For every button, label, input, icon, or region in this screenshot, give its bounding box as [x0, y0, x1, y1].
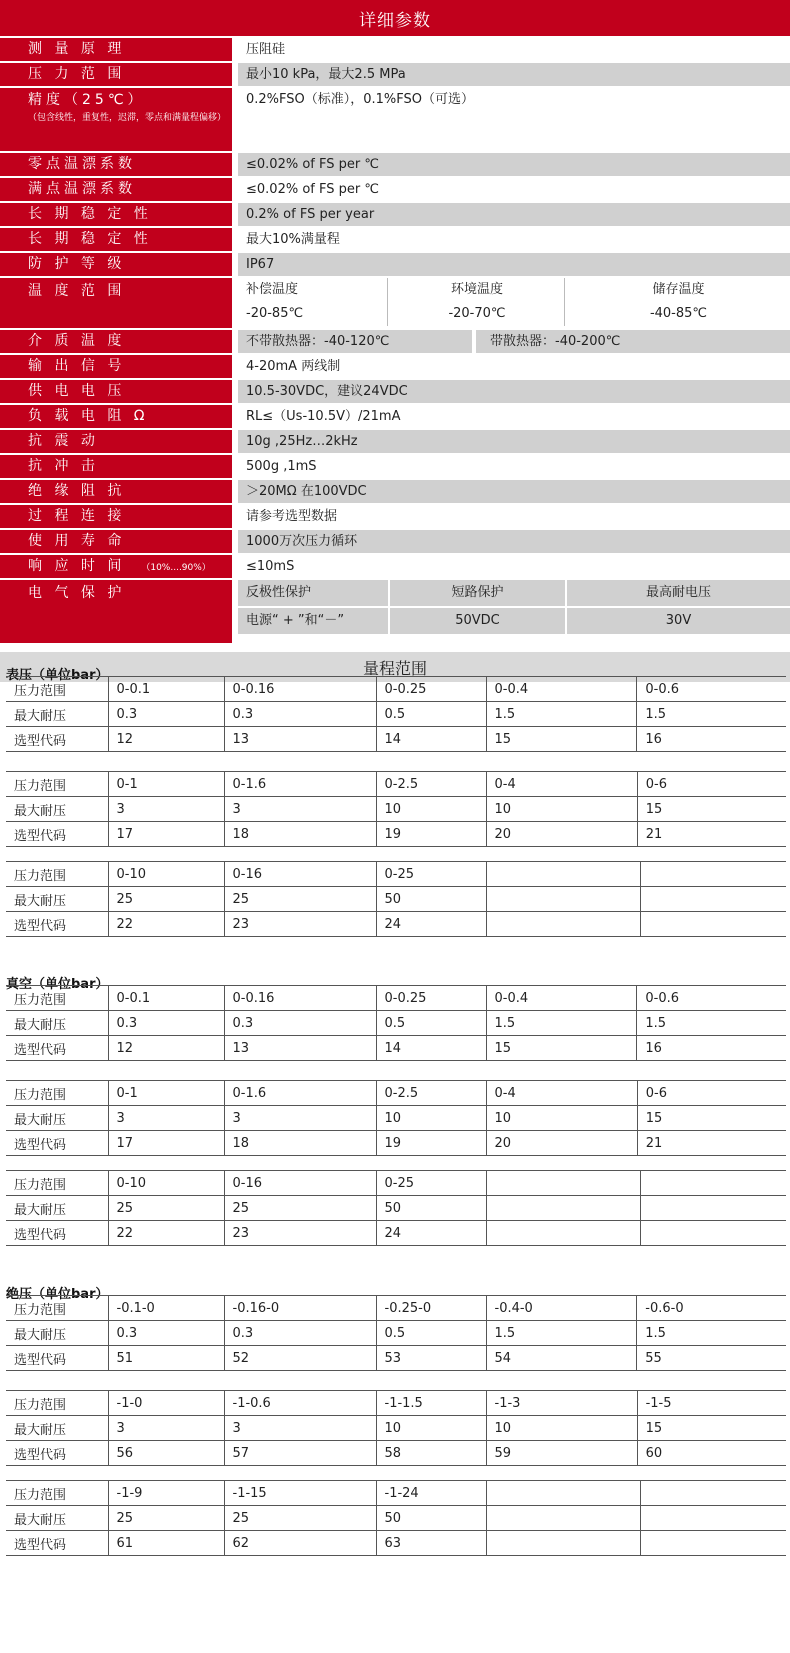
spec-value: 0.2% of FS per year	[238, 203, 790, 226]
range-table-row	[6, 1196, 786, 1221]
spec-value: 0.2%FSO（标准），0.1%FSO（可选）	[238, 88, 790, 151]
spec-label	[0, 228, 232, 251]
range-row-label: 压力范围	[6, 1171, 108, 1196]
range-table-row	[6, 1171, 786, 1196]
spec-label-text: 供 电 电 压	[28, 383, 126, 399]
spec-value: 压阻硅	[238, 38, 790, 61]
range-cell: 22	[108, 1221, 224, 1246]
spec-label-text: 温 度 范 围	[28, 283, 126, 299]
range-cell: 1.5	[486, 1011, 637, 1036]
spec-label	[0, 178, 232, 201]
range-table-row	[6, 677, 786, 702]
range-cell: 20	[486, 822, 637, 847]
spec-sub-value: 50VDC	[390, 608, 565, 634]
range-cell: 62	[224, 1531, 376, 1556]
range-table	[6, 1170, 786, 1246]
spec-label-small: （10%....90%）	[141, 563, 211, 573]
range-table	[6, 1080, 786, 1156]
range-row-label: 压力范围	[6, 1481, 108, 1506]
range-cell: 51	[108, 1346, 224, 1371]
range-table-row	[6, 1321, 786, 1346]
range-cell: 17	[108, 1131, 224, 1156]
spec-label-text: 零点温漂系数	[28, 156, 136, 172]
range-cell: 1.5	[637, 1321, 786, 1346]
range-cell: 1.5	[637, 702, 786, 727]
spec-label-text: 防 护 等 级	[28, 256, 126, 272]
range-cell: 55	[637, 1346, 786, 1371]
range-row-label: 最大耐压	[6, 1106, 108, 1131]
spec-sub-header: 储存温度	[567, 278, 790, 302]
range-table-row	[6, 727, 786, 752]
spec-sub-header: 反极性保护	[238, 580, 388, 606]
range-row-label: 最大耐压	[6, 1416, 108, 1441]
range-cell: 63	[376, 1531, 486, 1556]
spec-value: 10g ,25Hz…2kHz	[238, 430, 790, 453]
range-row-label: 压力范围	[6, 986, 108, 1011]
spec-label	[0, 555, 232, 578]
range-cell: 0-0.25	[376, 677, 486, 702]
range-cell: 50	[376, 887, 486, 912]
spec-sub-header: 短路保护	[390, 580, 565, 606]
range-cell: 0-25	[376, 1171, 486, 1196]
range-cell: 15	[486, 1036, 637, 1061]
range-cell: 59	[486, 1441, 637, 1466]
range-cell: 25	[108, 887, 224, 912]
range-cell: 25	[108, 1506, 224, 1531]
spec-value: 不带散热器：-40-120℃	[238, 330, 472, 353]
range-row-label: 压力范围	[6, 677, 108, 702]
range-table-row	[6, 702, 786, 727]
range-cell: 0-1	[108, 772, 224, 797]
range-cell: 61	[108, 1531, 224, 1556]
spec-row	[0, 203, 790, 226]
range-row-label: 最大耐压	[6, 702, 108, 727]
spec-label	[0, 63, 232, 86]
range-cell: 18	[224, 1131, 376, 1156]
range-cell: 0-4	[486, 1081, 637, 1106]
range-cell: 3	[224, 797, 376, 822]
spec-row	[0, 63, 790, 86]
spec-label	[0, 330, 232, 353]
spec-row	[0, 38, 790, 61]
range-cell: 22	[108, 912, 224, 937]
range-cell: 0-25	[376, 862, 486, 887]
range-cell: 17	[108, 822, 224, 847]
range-cell: 0.3	[108, 702, 224, 727]
range-cell: 19	[376, 822, 486, 847]
spec-label	[0, 38, 232, 61]
range-cell: 0.3	[224, 1321, 376, 1346]
spec-row	[0, 178, 790, 201]
range-table	[6, 861, 786, 937]
spec-value: 10.5-30VDC，建议24VDC	[238, 380, 790, 403]
range-cell: 24	[376, 912, 486, 937]
range-table-row	[6, 822, 786, 847]
range-cell: 15	[637, 1106, 786, 1131]
range-cell: 60	[637, 1441, 786, 1466]
range-row-label: 最大耐压	[6, 797, 108, 822]
range-cell: 0-0.6	[637, 986, 786, 1011]
spec-label-text: 过 程 连 接	[28, 508, 126, 524]
spec-row	[0, 580, 790, 643]
range-table	[6, 771, 786, 847]
range-table	[6, 676, 786, 752]
range-cell	[640, 1196, 786, 1221]
spec-value: 最大10%满量程	[238, 228, 790, 251]
range-cell: 0-10	[108, 1171, 224, 1196]
range-cell: 21	[637, 1131, 786, 1156]
range-cell: 0-0.4	[486, 986, 637, 1011]
spec-label-text: 压 力 范 围	[28, 66, 126, 82]
range-cell: 3	[224, 1416, 376, 1441]
range-cell	[486, 887, 640, 912]
range-cell: 10	[376, 1106, 486, 1131]
range-cell	[486, 1196, 640, 1221]
range-cell: 0-0.1	[108, 986, 224, 1011]
spec-value: ≤10mS	[238, 555, 790, 578]
spec-label	[0, 253, 232, 276]
spec-label-text: 长 期 稳 定 性	[28, 206, 152, 222]
range-cell: 1.5	[637, 1011, 786, 1036]
range-cell: 58	[376, 1441, 486, 1466]
range-cell	[486, 1221, 640, 1246]
spec-label	[0, 430, 232, 453]
range-cell: 12	[108, 727, 224, 752]
range-cell: 25	[224, 1196, 376, 1221]
range-cell: 15	[637, 1416, 786, 1441]
range-cell: 57	[224, 1441, 376, 1466]
range-cell: 10	[486, 1416, 637, 1441]
range-row-label: 最大耐压	[6, 1011, 108, 1036]
spec-row	[0, 228, 790, 251]
range-row-label: 选型代码	[6, 1221, 108, 1246]
spec-row	[0, 530, 790, 553]
range-cell: 0-6	[637, 1081, 786, 1106]
spec-label-text: 长 期 稳 定 性	[28, 231, 152, 247]
range-cell: -0.1-0	[108, 1296, 224, 1321]
spec-label	[0, 480, 232, 503]
range-cell: 13	[224, 1036, 376, 1061]
range-cell: -1-24	[376, 1481, 486, 1506]
range-cell	[640, 1481, 786, 1506]
spec-row	[0, 355, 790, 378]
range-cell: 13	[224, 727, 376, 752]
spec-row	[0, 153, 790, 176]
spec-sub-value: 30V	[567, 608, 790, 634]
range-cell: 50	[376, 1196, 486, 1221]
range-cell: 15	[637, 797, 786, 822]
spec-label	[0, 88, 232, 151]
range-cell: 0-0.1	[108, 677, 224, 702]
range-table-row	[6, 1391, 786, 1416]
range-row-label: 压力范围	[6, 1081, 108, 1106]
range-cell: 16	[637, 1036, 786, 1061]
spec-value: 带散热器：-40-200℃	[476, 330, 790, 353]
range-row-label: 选型代码	[6, 727, 108, 752]
range-cell: 0-16	[224, 1171, 376, 1196]
spec-value: ≤0.02% of FS per ℃	[238, 178, 790, 201]
range-row-label: 压力范围	[6, 862, 108, 887]
range-cell: 0-16	[224, 862, 376, 887]
range-table-row	[6, 862, 786, 887]
range-cell: 19	[376, 1131, 486, 1156]
range-cell: 0-1.6	[224, 772, 376, 797]
range-cell: 0-10	[108, 862, 224, 887]
range-table-row	[6, 1296, 786, 1321]
range-cell: 0-6	[637, 772, 786, 797]
spec-label-text: 使 用 寿 命	[28, 533, 126, 549]
range-table-row	[6, 1081, 786, 1106]
range-cell: 0.3	[224, 1011, 376, 1036]
range-cell: 3	[108, 797, 224, 822]
spec-label-text: 抗 震 动	[28, 433, 99, 449]
range-cell: 14	[376, 727, 486, 752]
range-table-row	[6, 1506, 786, 1531]
range-cell	[486, 862, 640, 887]
range-cell	[486, 1481, 640, 1506]
range-table-row	[6, 1036, 786, 1061]
spec-label-text: 响 应 时 间	[28, 558, 126, 574]
range-table-row	[6, 1346, 786, 1371]
spec-label-text: 抗 冲 击	[28, 458, 99, 474]
spec-label	[0, 405, 232, 428]
range-cell	[640, 862, 786, 887]
range-row-label: 选型代码	[6, 822, 108, 847]
range-cell: 15	[486, 727, 637, 752]
range-table	[6, 1295, 786, 1371]
range-cell	[640, 1506, 786, 1531]
spec-sub-value: -20-70℃	[390, 302, 565, 326]
spec-row	[0, 330, 790, 353]
range-cell	[486, 1171, 640, 1196]
range-cell: -1-1.5	[376, 1391, 486, 1416]
range-table-row	[6, 1416, 786, 1441]
range-cell: 0.3	[108, 1011, 224, 1036]
spec-value: IP67	[238, 253, 790, 276]
range-cell: 0-1	[108, 1081, 224, 1106]
range-cell: 14	[376, 1036, 486, 1061]
spec-row	[0, 405, 790, 428]
range-cell: 3	[108, 1106, 224, 1131]
spec-label-text: 电 气 保 护	[28, 585, 126, 601]
spec-label-text: 精度（25℃）	[28, 92, 146, 108]
spec-row	[0, 430, 790, 453]
section-title-params: 详细参数	[0, 0, 790, 36]
range-cell: 0.5	[376, 702, 486, 727]
range-group-title: 表压（单位bar）	[6, 668, 109, 683]
spec-row	[0, 480, 790, 503]
spec-sub-value: -20-85℃	[238, 302, 388, 326]
spec-label-text: 负 载 电 阻 Ω	[28, 408, 149, 424]
range-cell: -1-0	[108, 1391, 224, 1416]
range-cell: 54	[486, 1346, 637, 1371]
range-table-row	[6, 1011, 786, 1036]
range-cell: 0-0.16	[224, 677, 376, 702]
range-cell: 0-2.5	[376, 1081, 486, 1106]
range-row-label: 压力范围	[6, 772, 108, 797]
range-cell: 0-2.5	[376, 772, 486, 797]
range-cell: 3	[108, 1416, 224, 1441]
spec-label	[0, 580, 232, 643]
spec-sub-header: 补偿温度	[238, 278, 388, 302]
range-table	[6, 1390, 786, 1466]
spec-row	[0, 278, 790, 328]
range-cell: 0.5	[376, 1321, 486, 1346]
range-cell: 25	[224, 1506, 376, 1531]
range-row-label: 最大耐压	[6, 1506, 108, 1531]
spec-value: ＞20MΩ 在100VDC	[238, 480, 790, 503]
range-group-title: 真空（单位bar）	[6, 977, 109, 992]
range-table-row	[6, 1106, 786, 1131]
spec-label-text: 绝 缘 阻 抗	[28, 483, 126, 499]
range-cell: 12	[108, 1036, 224, 1061]
range-row-label: 选型代码	[6, 1346, 108, 1371]
range-cell: -0.16-0	[224, 1296, 376, 1321]
range-cell: 53	[376, 1346, 486, 1371]
spec-row	[0, 380, 790, 403]
spec-label	[0, 278, 232, 328]
range-cell: 0-0.25	[376, 986, 486, 1011]
range-table-row	[6, 797, 786, 822]
spec-value: RL≤（Us-10.5V）/21mA	[238, 405, 790, 428]
range-table-row	[6, 912, 786, 937]
range-table	[6, 985, 786, 1061]
range-table-row	[6, 1441, 786, 1466]
range-cell: 56	[108, 1441, 224, 1466]
spec-value: 最小10 kPa，最大2.5 MPa	[238, 63, 790, 86]
range-cell	[486, 1506, 640, 1531]
range-cell: 23	[224, 912, 376, 937]
spec-sub-value: -40-85℃	[567, 302, 790, 326]
range-cell: 50	[376, 1506, 486, 1531]
range-row-label: 选型代码	[6, 1441, 108, 1466]
spec-label	[0, 355, 232, 378]
spec-label	[0, 380, 232, 403]
range-row-label: 压力范围	[6, 1391, 108, 1416]
spec-value: 1000万次压力循环	[238, 530, 790, 553]
range-table-row	[6, 986, 786, 1011]
range-cell: -1-15	[224, 1481, 376, 1506]
spec-value: 请参考选型数据	[238, 505, 790, 528]
spec-label	[0, 530, 232, 553]
range-cell: 24	[376, 1221, 486, 1246]
range-cell: 0-4	[486, 772, 637, 797]
range-cell: 1.5	[486, 1321, 637, 1346]
spec-label	[0, 153, 232, 176]
range-cell	[640, 1531, 786, 1556]
spec-value: 4-20mA 两线制	[238, 355, 790, 378]
range-cell	[486, 1531, 640, 1556]
range-row-label: 选型代码	[6, 912, 108, 937]
range-cell: 21	[637, 822, 786, 847]
spec-label-note: （包含线性，重复性，迟滞，零点和满量程偏移）	[28, 113, 227, 123]
range-row-label: 选型代码	[6, 1036, 108, 1061]
range-group-title: 绝压（单位bar）	[6, 1287, 109, 1302]
range-cell: 0-0.6	[637, 677, 786, 702]
range-cell	[486, 912, 640, 937]
range-cell: 10	[486, 1106, 637, 1131]
range-cell: 0.3	[224, 702, 376, 727]
range-row-label: 选型代码	[6, 1531, 108, 1556]
spec-value: 500g ,1mS	[238, 455, 790, 478]
range-table-row	[6, 1481, 786, 1506]
range-table-row	[6, 887, 786, 912]
range-cell: 0-0.4	[486, 677, 637, 702]
range-cell: 52	[224, 1346, 376, 1371]
range-cell: 10	[376, 1416, 486, 1441]
range-cell: 10	[376, 797, 486, 822]
range-table-row	[6, 1131, 786, 1156]
range-cell	[640, 1221, 786, 1246]
range-cell: -1-0.6	[224, 1391, 376, 1416]
range-table-row	[6, 1531, 786, 1556]
range-row-label: 最大耐压	[6, 1196, 108, 1221]
range-cell: -0.4-0	[486, 1296, 637, 1321]
spec-sub-value: 电源“ + ”和“－”	[238, 608, 388, 634]
section-title-ranges: 量程范围	[0, 652, 790, 682]
range-cell: -1-5	[637, 1391, 786, 1416]
range-row-label: 压力范围	[6, 1296, 108, 1321]
spec-label-text: 输 出 信 号	[28, 358, 126, 374]
spec-label-text: 满点温漂系数	[28, 181, 136, 197]
range-cell: 3	[224, 1106, 376, 1131]
range-row-label: 最大耐压	[6, 1321, 108, 1346]
range-table-row	[6, 772, 786, 797]
spec-value: ≤0.02% of FS per ℃	[238, 153, 790, 176]
range-cell: 10	[486, 797, 637, 822]
range-cell	[640, 887, 786, 912]
range-cell: -1-9	[108, 1481, 224, 1506]
range-cell: 1.5	[486, 702, 637, 727]
range-row-label: 选型代码	[6, 1131, 108, 1156]
spec-label	[0, 455, 232, 478]
range-cell: 0.3	[108, 1321, 224, 1346]
range-cell: 0-1.6	[224, 1081, 376, 1106]
range-cell: 0.5	[376, 1011, 486, 1036]
range-cell: -1-3	[486, 1391, 637, 1416]
spec-label-text: 介 质 温 度	[28, 333, 126, 349]
spec-label	[0, 203, 232, 226]
spec-row	[0, 555, 790, 578]
range-cell: 23	[224, 1221, 376, 1246]
spec-row	[0, 253, 790, 276]
range-cell	[640, 1171, 786, 1196]
range-cell: 25	[108, 1196, 224, 1221]
spec-row	[0, 455, 790, 478]
spec-label-text: 测 量 原 理	[28, 41, 126, 57]
range-cell: 16	[637, 727, 786, 752]
range-cell: -0.25-0	[376, 1296, 486, 1321]
range-table-row	[6, 1221, 786, 1246]
range-cell: 20	[486, 1131, 637, 1156]
spec-row	[0, 505, 790, 528]
range-cell	[640, 912, 786, 937]
range-table	[6, 1480, 786, 1556]
range-cell: -0.6-0	[637, 1296, 786, 1321]
spec-label	[0, 505, 232, 528]
range-cell: 25	[224, 887, 376, 912]
range-cell: 0-0.16	[224, 986, 376, 1011]
spec-sub-header: 环境温度	[390, 278, 565, 302]
spec-row	[0, 88, 790, 151]
range-cell: 18	[224, 822, 376, 847]
spec-sub-header: 最高耐电压	[567, 580, 790, 606]
range-row-label: 最大耐压	[6, 887, 108, 912]
